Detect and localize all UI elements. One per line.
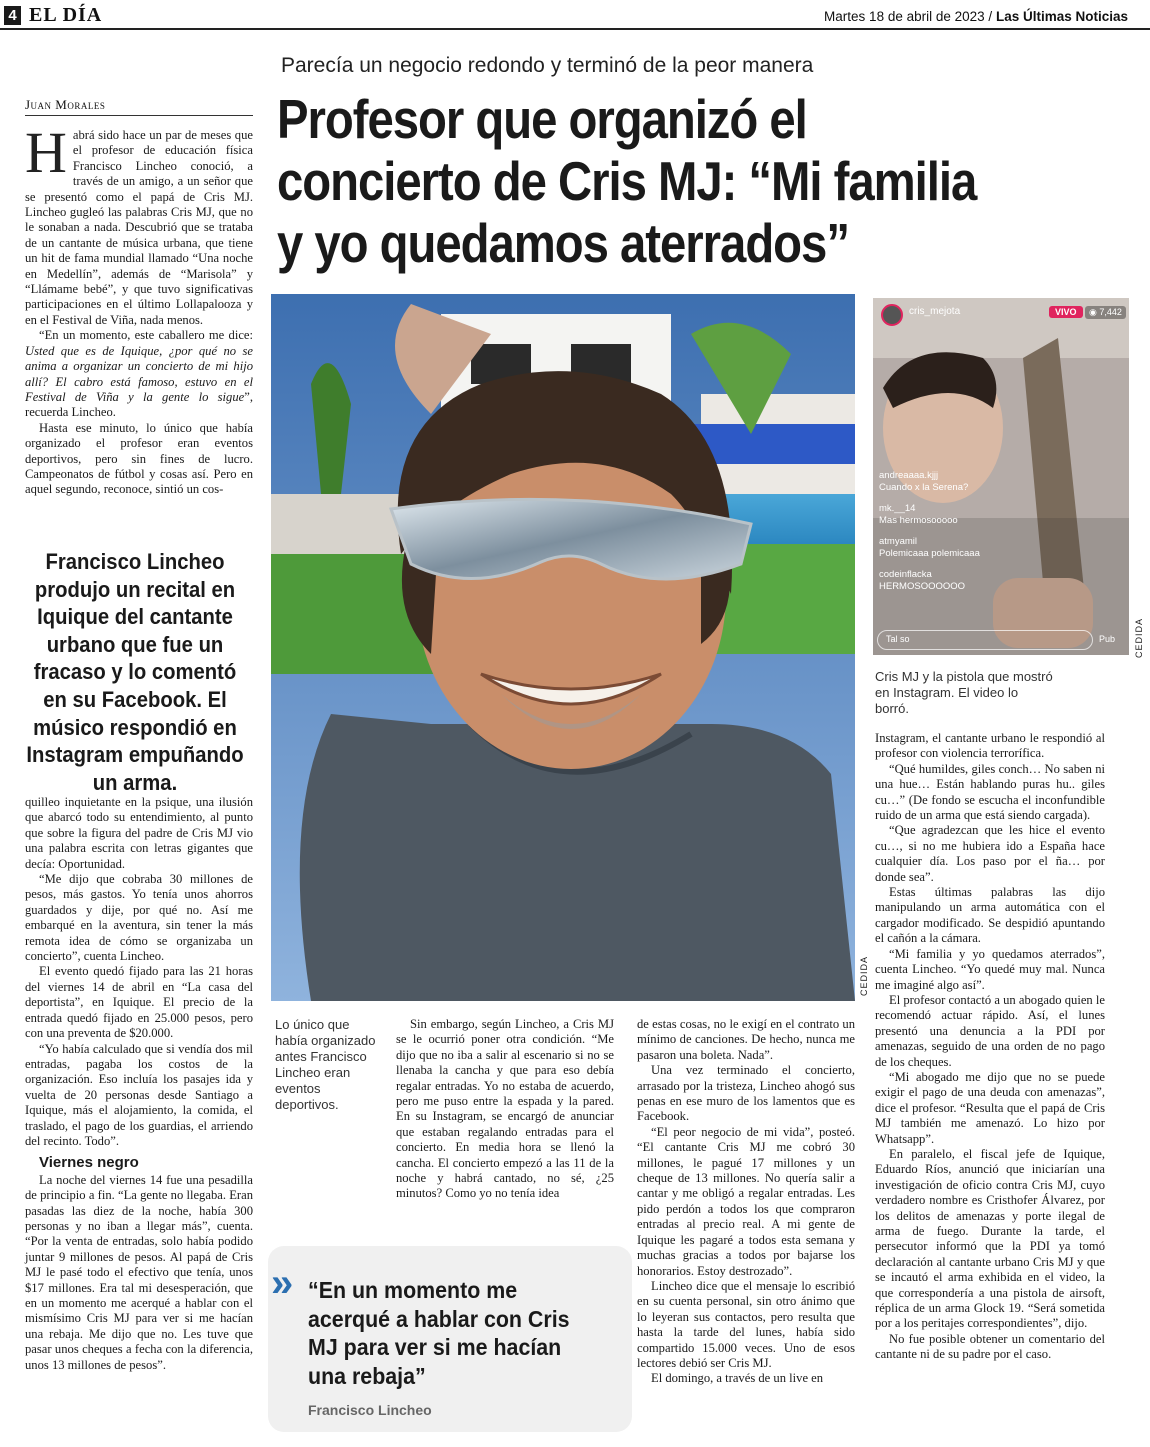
paragraph: “Mi familia y yo quedamos aterrados”, cuenta Lincheo. “Yo quedé muy mal. Nunca me imaginé algo así”. [875,946,1105,992]
selfie-illustration [271,294,855,1001]
issue-date: Martes 18 de abril de 2023 [824,9,985,24]
article-headline: Profesor que organizó el concierto de Cris MJ: “Mi familia y yo quedamos aterrados” [277,88,977,274]
pullquote: Francisco Lincheo produjo un recital en Iquique del cantante urbano que fue un fracaso y lo comentó en su Facebook. El músico respondió en Instagram empuñando un arma. [26,549,244,795]
paragraph: En paralelo, el fiscal jefe de Iquique, Eduardo Ríos, anunció que iniciarían una investigación de oficio contra Cris MJ, cuyo verdadero nombre es Cristhofer Álvarez, por los delitos de amenazas y porte ilegal de arma de fuego. Durante la tarde, el persecutor informó que la PDI ya tomó declaración al cantante urbano Cris MJ y que se incautó el arma exhibida en el video, la que correspondería a una pistola de airsoft, réplica de un arma Glock 19. “Será sometida por a los peritajes correspondientes”, dijo. [875,1146,1105,1331]
quote-chevron-icon: » [271,1261,294,1305]
column-3 [637,1017,855,1387]
column-4 [875,731,1105,1363]
photo-credit: CEDIDA [859,955,869,996]
paragraph: “Que agradezcan que les hice el evento cu…, si no me hubiera ido a España hace cualquier día. Los paso por el ña… por donde sea”. [875,823,1105,884]
paragraph: “Qué humildes, giles conch… No saben ni una hue… Están hablando puras hu.. giles cu…” (De fondo se escucha el inconfundible ruido de un arma que está siendo cargada). [875,761,1105,823]
paragraph: de estas cosas, no le exigí en el contrato un mínimo de canciones. De hecho, nunca me pasaron una boleta. Nada”. [637,1017,855,1062]
paragraph: No fue posible obtener un comentario del cantante ni de su padre por el caso. [875,1331,1105,1362]
photo-caption: Lo único que había organizado antes Francisco Lincheo eran eventos deportivos. [275,1017,376,1112]
article-kicker: Parecía un negocio redondo y terminó de la peor manera [281,54,814,77]
paragraph: El evento quedó fijado para las 21 horas del viernes 14 de abril en “La casa del deportista”, en Iquique. El precio de la entrada quedó fijado en 25.000 pesos, pero con una preventa de $20.000. [25,964,253,1041]
comment-input[interactable]: Tal so [877,630,1093,650]
paragraph: Una vez terminado el concierto, arrasado por la tristeza, Lincheo ahogó sus penas en ese muro de los lamentos que es Facebook. [637,1063,855,1124]
instagram-live-photo [873,298,1129,655]
paragraph: Estas últimas palabras las dijo manipulando un arma automática con el cargador modificado. Se despidió apuntando el cañón a la cámara. [875,885,1105,946]
header-rule [0,28,1150,30]
paragraph: “Yo había calculado que si vendía dos mil entradas, pagaba los costos de la organización. Eso incluía los pasajes ida y vuelta de 20 personas desde Santiago a Iquique, más el alojamiento, la comida, el traslado, el pago de los guardias, el arriendo del recinto. Todo”. [25,1041,253,1148]
side-photo-caption: Cris MJ y la pistola que mostró en Instagram. El video lo borró. [875,669,1053,716]
paragraph: “El peor negocio de mi vida”, posteó. “El cantante Cris MJ me cobró 30 millones, le pagué 17 millones y un cheque de 13 millones. No quería salir a cantar y me obligó a regalar entradas. Les pido perdón a todos los que compraron entradas al precio real. A mi gente de Iquique les pagaré a todos esta semana y muchas gracias a todos por bajarse los honorarios. Estoy destrozado”. [637,1124,855,1278]
live-username: cris_mejota [909,306,961,317]
section-title: EL DÍA [29,4,103,26]
live-badge: VIVO [1049,306,1083,318]
header-separator: / [988,9,993,24]
paragraph: Sin embargo, según Lincheo, a Cris MJ se le ocurrió poner otra condición. “Me dijo que no iba a salir al escenario si no se llenaba la cancha y que para eso debía regalar entradas. Yo no estaba de acuerdo, pero me puso entre la espada y la pared. En su Instagram, se encargó de anunciar que estaban regalando entradas para el concierto. En media hora se llenó la cancha. El concierto empezó a las 11 de la noche y habrá cantado, no sé, ¿25 minutos? Como yo no tenía idea [396,1017,614,1201]
paragraph: “Me dijo que cobraba 30 millones de pesos, más gastos. Yo tenía unos ahorros guardados y dije, por qué no. Así me embarqué en la aventura, sin tener la más remota idea de cómo se organizaba un concierto”, cuenta Lincheo. [25,872,253,964]
comment: codeinflacka HERMOSOOOOOO [879,569,966,592]
live-footer-right: Pub [1099,634,1116,644]
quote-author: Francisco Lincheo [308,1402,432,1418]
quote-text: “En un momento me acerqué a hablar con Cris MJ para ver si me hacían una rebaja” [308,1277,570,1389]
column-2 [396,1017,614,1202]
page-number: 4 [4,6,21,25]
comment: mk.__14 Mas hermosooooo [879,503,958,526]
paragraph: Lincheo dice que el mensaje lo escribió en su cuenta personal, sin otro ánimo que lo leyeran sus contactos, pero resulta que hasta la tarde del lunes, había sido compartido 15.000 veces. Uno de esos lectores debió ser Cris MJ. [637,1278,855,1370]
viewer-count: ◉ 7,442 [1085,306,1126,319]
avatar [881,304,903,326]
lead-paragraph: Habrá sido hace un par de meses que el profesor de educación física Francisco Lincheo conoció, a través de un amigo, a un señor que se presentó como el papá de Cris MJ. Lincheo gugleó las palabras Cris MJ, que no le sonaban a nada. Descubrió que se trataba de un cantante de música urbana, que tiene un hit de fama mundial llamado “Una noche en Medellín”, además de “Marisola” y “Llámame bebé”, y que tuvo significativas participaciones en el último Lollapalooza y en el Festival de Viña, nada menos. [25,120,253,327]
eye-icon: ◉ [1089,307,1097,317]
paragraph: Instagram, el cantante urbano le respondió al profesor con violencia terrorífica. [875,731,1105,761]
paragraph: El domingo, a través de un live en [651,1371,824,1386]
paragraph: Hasta ese minuto, lo único que había organizado el profesor eran eventos deportivos, pero sin fines de lucro. Campeonatos de fútbol y cosas así. Pero en aquel segundo, reconoce, sintió un cos- [25,420,253,497]
comment: andreaaaa.kjjj Cuando x la Serena? [879,470,969,493]
comment: atmyamil Polemicaaa polemicaaa [879,536,980,559]
paragraph: La noche del viernes 14 fue una pesadilla de principio a fin. “La gente no llegaba. Eran pasadas las diez de la noche, había 300 personas y no iban a llegar más”, cuenta. “Por la venta de entradas, solo había podido juntar 9 millones de pesos. Al papá de Cris MJ le pasé todo el efectivo que tenía, unos $17 millones. Era tal mi desesperación, que en un momento me acerqué a hablar con el mismísimo Cris MJ para ver si me hacían una rebaja. Me dijo que no. Les tuve que pasar unos cheques a fecha con la diferencia, unos 13 millones de pesos”. [25,1172,253,1372]
paragraph: “Mi abogado me dijo que no se puede exigir el pago de una deuda con amenazas”, dice el profesor. “Resulta que el papá de Cris MJ también me amenazó. Lo hizo por Whatsapp”. [875,1069,1105,1146]
subheading: Viernes negro [39,1154,139,1172]
drop-cap: H [25,120,67,185]
column-1-bottom [25,795,253,1373]
byline: Juan Morales [25,97,253,116]
comment-list [879,470,1059,593]
paragraph: quilleo inquietante en la psique, una ilusión que abarcó todo su entendimiento, al punto que sobre la figura del padre de Cris MJ vio una palabra escrita con letras gigantes que decía: Oportunidad. [25,795,253,871]
main-photo [271,294,855,1001]
paragraph: “En un momento, este caballero me dice: Usted que es de Iquique, ¿por qué no se anima a organizar un concierto de mi hijo allí? El cabro está famoso, estuvo en el Festival de Viña y la gente lo sigue”, recuerda Lincheo. [25,328,253,420]
column-1-top [25,120,253,498]
paragraph: El profesor contactó a un abogado quien le recomendó actuar rápido. Así, el lunes presentó una denuncia a la PDI por amenazas, seguido de una orden de no pago de los cheques. [875,992,1105,1069]
header-dateline [824,9,1128,24]
publication-name: Las Últimas Noticias [995,9,1128,24]
side-photo-credit: CEDIDA [1134,617,1144,658]
